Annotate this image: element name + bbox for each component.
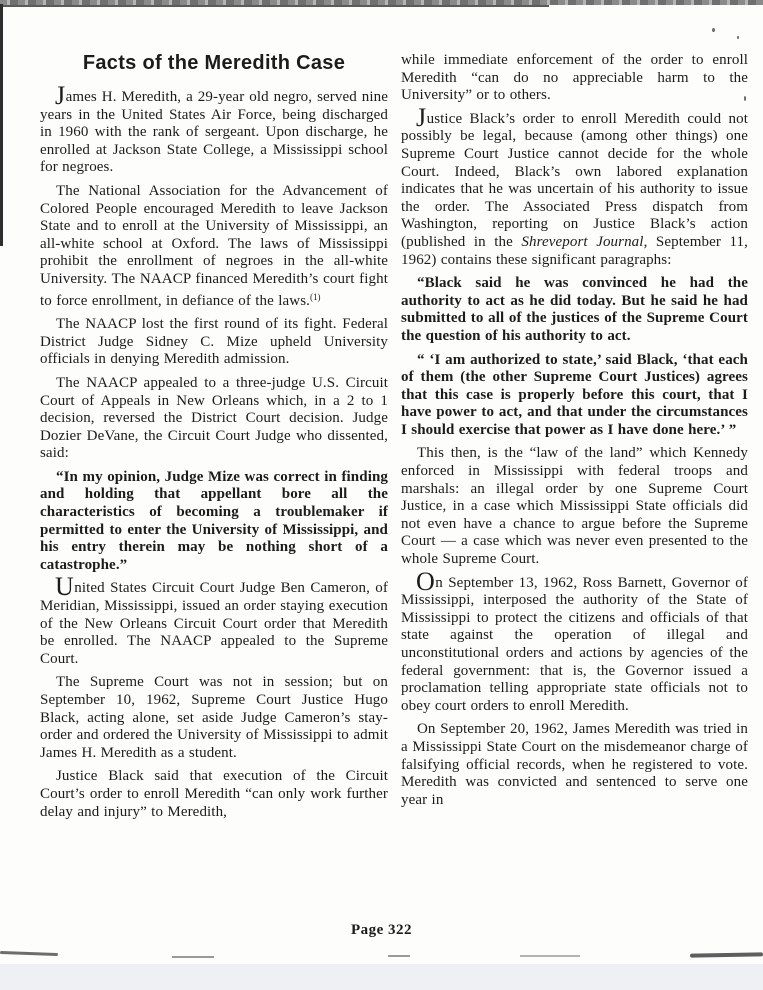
page-number: Page 322 [350, 922, 413, 938]
paragraph-text: ustice Black’s order to enroll Meredith could not possibly be legal, because (among other things) one Supreme Court Justice cannot decide for the whole Court. Indeed, Black’s own labored explanation indicates that he was uncertain of his authority to issue the order. The Associated Press dispatch from Washington, reporting on Justice Black’s action (published in the [401, 110, 748, 250]
paragraph [401, 102, 748, 269]
scan-artifact-smudge [172, 956, 214, 958]
paragraph-text: n September 13, 1962, Ross Barnett, Governor of Mississippi, interposed the authority of the State of Mississippi to protect the citizens and officials of that state against the operation of illegal and unconstitutional orders and actions by agencies of the federal government: that is, the Governor issued a proclamation telling appropriate state officials not to obey court orders to enroll Meredith. [401, 574, 748, 714]
paragraph: This then, is the “law of the land” which Kennedy enforced in Mississippi with federal troops and marshals: an illegal order by one Supreme Court Justice, in a case which Mississippi State officials did not even have a chance to argue before the Supreme Court — a case which was never even presented to the whole Supreme Court. [401, 445, 748, 568]
left-column [40, 52, 388, 930]
drop-cap: J [55, 81, 66, 110]
footnote-reference: (1) [309, 291, 321, 302]
scan-artifact-bottom-band [0, 964, 763, 990]
two-column-text [40, 52, 748, 930]
block-quote: “Black said he was convinced he had the authority to act as he did today. But he said he had submitted to all of the justices of the Supreme Court the question of his authority to act. [401, 275, 748, 344]
drop-cap: J [416, 102, 427, 132]
paragraph-text: ames H. Meredith, a 29-year old negro, served nine years in the United States Air Force, being discharged in 1960 with the rank of sergeant. Upon discharge, he enrolled at Jackson State College, a Mississippi school for negroes. [40, 89, 388, 176]
paragraph: The NAACP lost the first round of its fight. Federal District Judge Sidney C. Mize upheld University officials in denying Meredith admission. [40, 316, 388, 368]
scan-artifact-left-edge [0, 4, 3, 246]
paragraph [40, 183, 388, 310]
scan-artifact-smudge [520, 955, 580, 957]
paragraph [401, 566, 748, 716]
paragraph [40, 572, 388, 668]
block-quote: “ ‘I am authorized to state,’ said Black, ‘that each of them (the other Supreme Court Justices) agrees that this case is properly before this court, that I have power to act, and that under the circumstances I should exercise that power as I have done here.’ ” [401, 351, 748, 438]
drop-cap: O [416, 566, 436, 596]
paragraph [40, 81, 388, 177]
scan-artifact-smudge [690, 952, 763, 957]
block-quote: “In my opinion, Judge Mize was correct in finding and holding that appellant bore all the characteristics of becoming a troublemaker if permitted to enter the University of Mississippi, and his entry therein may be nothing short of a catastrophe.” [40, 468, 388, 573]
paragraph: while immediate enforcement of the order to enroll Meredith “can do no appreciable harm to the University” or to others. [401, 52, 748, 104]
paragraph-text: The National Association for the Advancement of Colored People encouraged Meredith to leave Jackson State and to enroll at the University of Mississippi, an all-white school at Oxford. The laws of Mississippi prohibit the enrollment of negroes in the all-white University. The NAACP financed Meredith’s court fight to force enrollment, in defiance of the laws. [40, 182, 388, 309]
article-title: Facts of the Meredith Case [82, 52, 346, 74]
paragraph-text: nited States Circuit Court Judge Ben Cameron, of Meridian, Mississippi, issued an order staying execution of the New Orleans Circuit Court order that Meredith be enrolled. The NAACP appealed to the Supreme Court. [40, 580, 388, 667]
paragraph: On September 20, 1962, James Meredith was tried in a Mississippi State Court on the misdemeanor charge of falsifying official records, when he registered to vote. Meredith was convicted and sentenced to serve one year in [401, 721, 748, 808]
paragraph: The Supreme Court was not in session; but on September 10, 1962, Supreme Court Justice Hugo Black, acting alone, set aside Judge Cameron’s stay-order and ordered the University of Mississippi to admit James H. Meredith as a student. [40, 674, 388, 761]
scan-artifact-speck [737, 36, 739, 39]
paragraph-text: , September 11, 1962) contains these significant paragraphs: [401, 233, 748, 268]
right-column [401, 52, 748, 930]
scan-artifact-top-line [0, 5, 549, 7]
scan-artifact-smudge [0, 951, 58, 956]
journal-name-italic: Shreveport Journal [521, 233, 644, 250]
scan-artifact-speck [712, 28, 715, 32]
paragraph: The NAACP appealed to a three-judge U.S. Circuit Court of Appeals in New Orleans which, in a 2 to 1 decision, reversed the District Court decision. Judge Dozier DeVane, the Circuit Court Judge who dissented, said: [40, 374, 388, 462]
paragraph: Justice Black said that execution of the Circuit Court’s order to enroll Meredith “can only work further delay and injury” to Meredith, [40, 768, 388, 820]
scan-artifact-smudge [388, 955, 410, 957]
drop-cap: U [55, 572, 75, 602]
